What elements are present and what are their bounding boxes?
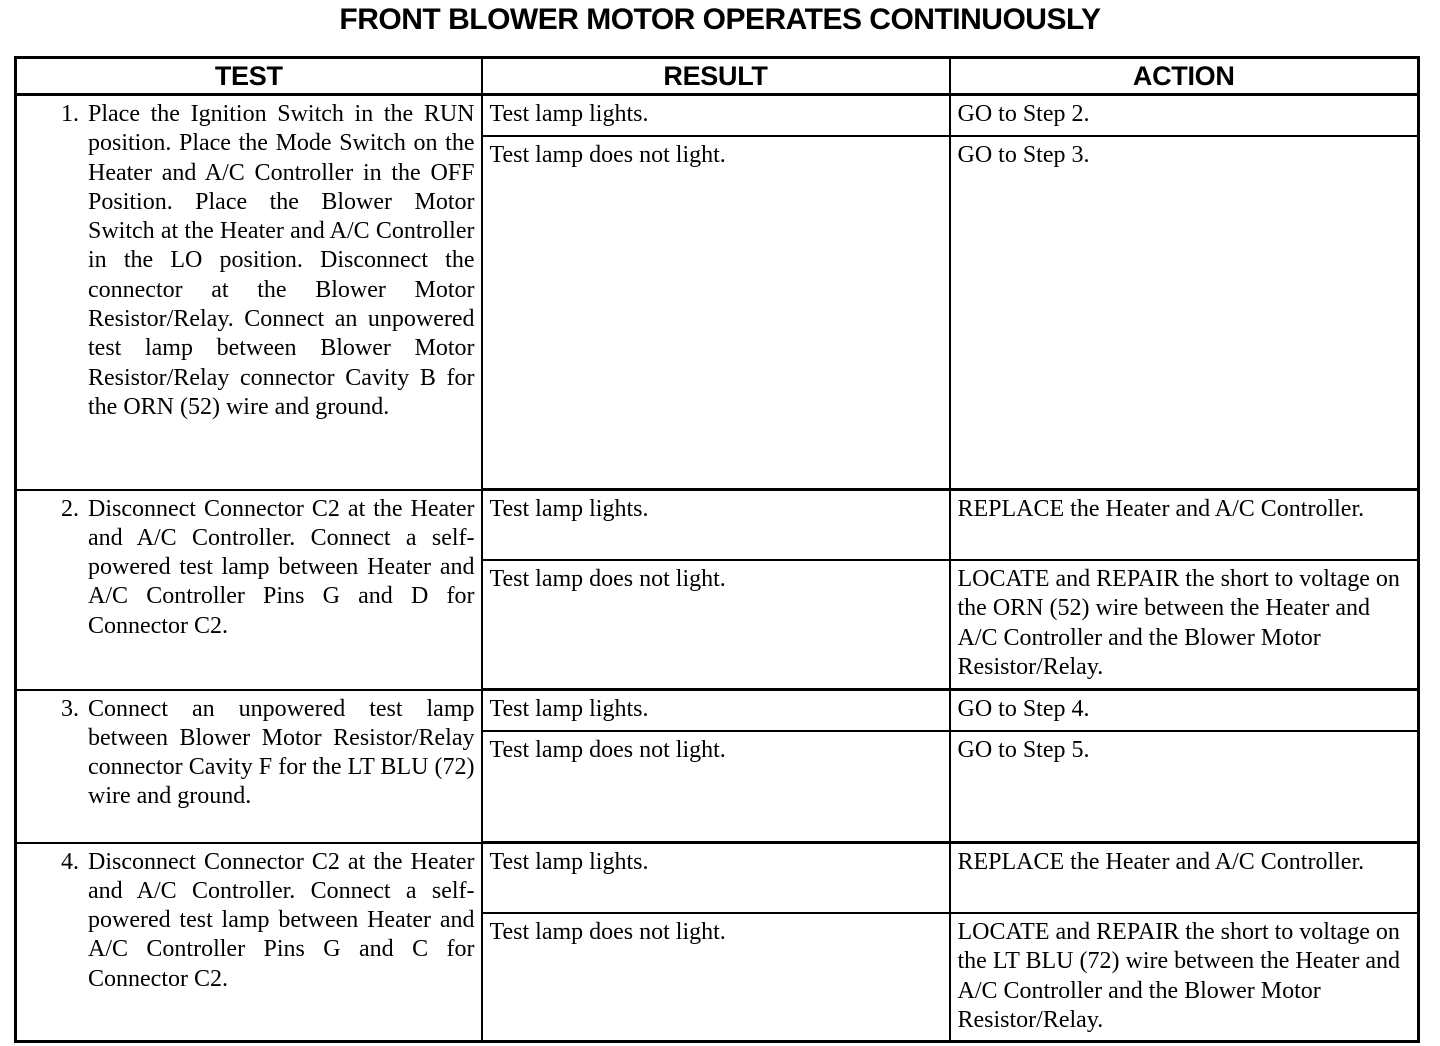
diagnostic-table: [14, 56, 1420, 1043]
table-row: [16, 690, 1419, 732]
step-number: 1.: [61, 101, 79, 127]
action-cell: GO to Step 4.: [950, 690, 1419, 732]
test-cell-step-2: [16, 490, 482, 690]
result-cell: Test lamp lights.: [482, 490, 950, 561]
action-cell: REPLACE the Heater and A/C Controller.: [950, 843, 1419, 914]
test-cell-step-4: [16, 843, 482, 1042]
column-header-action: ACTION: [950, 58, 1419, 95]
test-cell-step-3: [16, 690, 482, 843]
action-cell: REPLACE the Heater and A/C Controller.: [950, 490, 1419, 561]
result-cell: Test lamp does not light.: [482, 913, 950, 1042]
test-cell-step-1: [16, 95, 482, 490]
action-cell: GO to Step 3.: [950, 136, 1419, 490]
result-cell: Test lamp lights.: [482, 690, 950, 732]
column-header-result: RESULT: [482, 58, 950, 95]
action-cell: LOCATE and REPAIR the short to voltage on the LT BLU (72) wire between the Heater and A/C Controller and the Blower Motor Resistor/Relay.: [950, 913, 1419, 1042]
step-number: 3.: [61, 695, 79, 722]
table-row: [16, 843, 1419, 914]
test-instruction: Disconnect Connector C2 at the Heater and A/C Controller. Connect a self-powered test lamp between Heater and A/C Controller Pins G and D for Connector C2.: [88, 495, 475, 639]
column-header-test: TEST: [16, 58, 482, 95]
result-cell: Test lamp lights.: [482, 95, 950, 137]
action-cell: LOCATE and REPAIR the short to voltage on the ORN (52) wire between the Heater and A/C Controller and the Blower Motor Resistor/Relay.: [950, 560, 1419, 690]
test-instruction: Place the Ignition Switch in the RUN position. Place the Mode Switch on the Heater and A/C Controller in the OFF Position. Place the Blower Motor Switch at the Heater and A/C Controller in the LO position. Disconnect the connector at the Blower Motor Resistor/Relay. Connect an unpowered test lamp between Blower Motor Resistor/Relay connector Cavity B for the ORN (52) wire and ground.: [88, 101, 475, 420]
step-number: 2.: [61, 495, 79, 522]
table-row: [16, 490, 1419, 561]
test-instruction: Disconnect Connector C2 at the Heater and A/C Controller. Connect a self-powered test lamp between Heater and A/C Controller Pins G and C for Connector C2.: [88, 848, 475, 992]
page-title: FRONT BLOWER MOTOR OPERATES CONTINUOUSLY: [339, 3, 1101, 36]
table-row: [16, 95, 1419, 137]
step-number: 4.: [61, 848, 79, 875]
action-cell: GO to Step 5.: [950, 731, 1419, 843]
header-row: [16, 58, 1419, 95]
test-instruction: Connect an unpowered test lamp between Blower Motor Resistor/Relay connector Cavity F for the LT BLU (72) wire and ground.: [88, 695, 475, 810]
result-cell: Test lamp does not light.: [482, 136, 950, 490]
action-cell: GO to Step 2.: [950, 95, 1419, 137]
result-cell: Test lamp does not light.: [482, 731, 950, 843]
result-cell: Test lamp lights.: [482, 843, 950, 914]
result-cell: Test lamp does not light.: [482, 560, 950, 690]
